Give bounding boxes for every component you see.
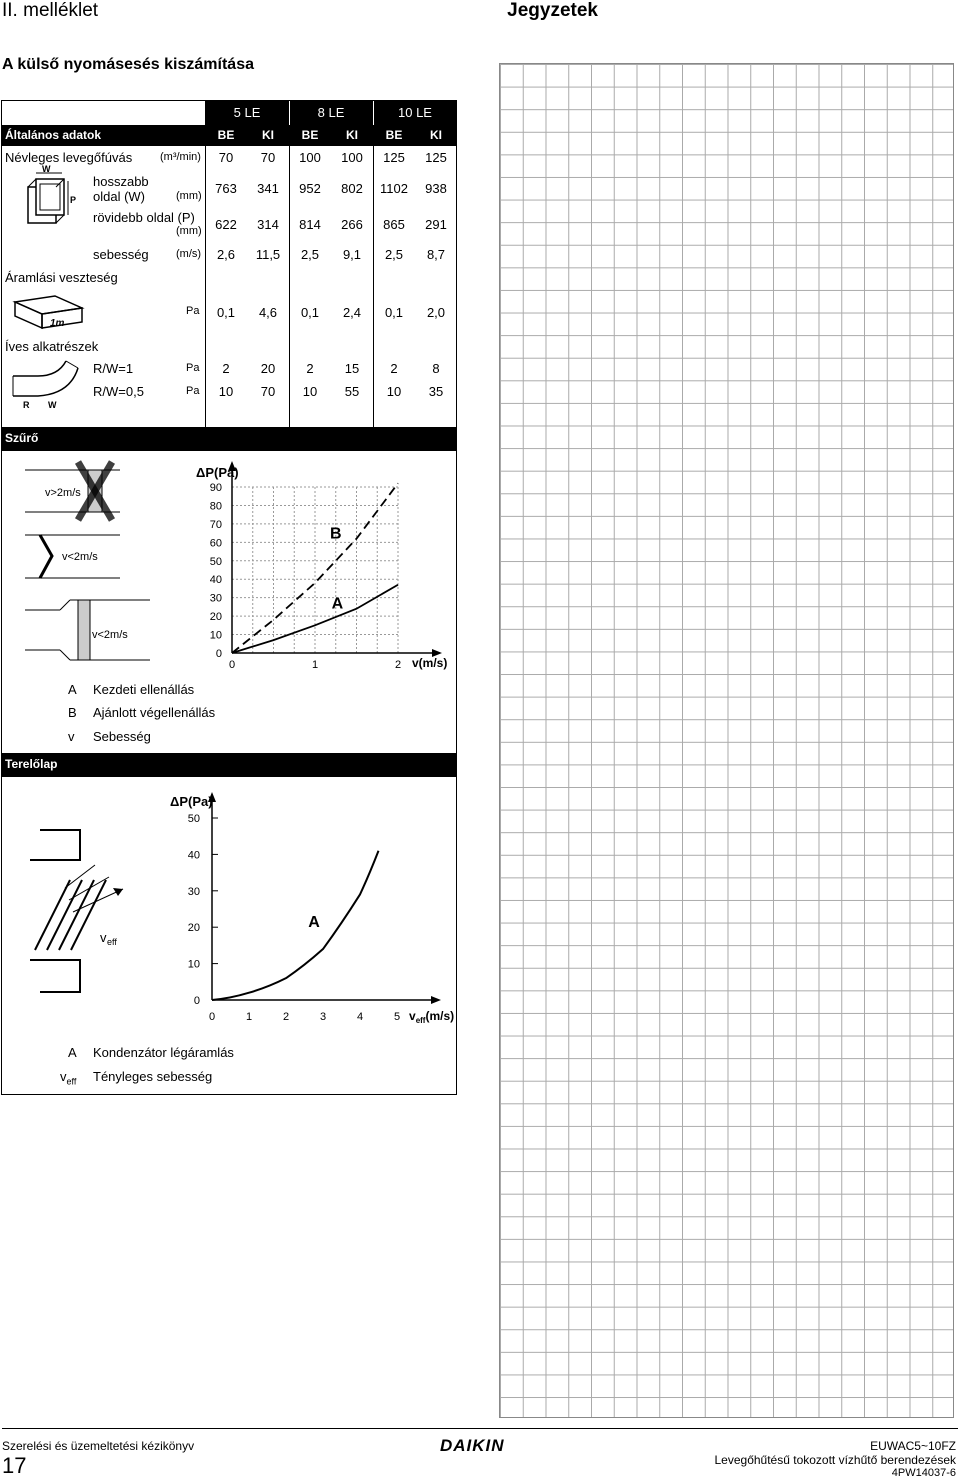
- table-cell: 2: [306, 361, 314, 376]
- table-cell: 125: [425, 150, 447, 165]
- table-cell: 11,5: [255, 247, 281, 262]
- col-head: BE: [217, 128, 235, 142]
- model-8le: 8 LE: [317, 105, 345, 120]
- curved-parts-label: Íves alkatrészek: [5, 339, 99, 354]
- table-cell: 8: [432, 361, 440, 376]
- duct-section-icon: [10, 165, 90, 245]
- footer-manual: Szerelési és üzemeltetési kézikönyv: [2, 1439, 195, 1453]
- subtitle: A külső nyomásesés kiszámítása: [2, 56, 254, 73]
- table-cell: 814: [299, 217, 321, 232]
- brand-logo: DAIKIN: [440, 1436, 505, 1455]
- y-tick-label: 80: [209, 500, 222, 513]
- row-label-long-side: hosszabb oldal (W): [93, 174, 149, 204]
- filter-legend-key-a: A: [68, 682, 77, 697]
- y-tick-label: 30: [209, 592, 222, 605]
- table-cell: 100: [341, 150, 363, 165]
- row-label-rw05: R/W=0,5: [93, 384, 144, 399]
- table-cell: 100: [299, 150, 321, 165]
- row-unit-pa-1: Pa: [186, 305, 200, 317]
- x-tick-label: 3: [319, 1011, 327, 1023]
- filter-legend-key-v: v: [68, 729, 75, 744]
- bend-r-label: R: [23, 400, 30, 410]
- table-cell: 266: [341, 217, 363, 232]
- row-unit-short-side: (mm): [176, 225, 202, 237]
- filter-chart: [180, 455, 455, 680]
- table-cell: 125: [383, 150, 405, 165]
- table-cell: 341: [257, 181, 279, 196]
- y-tick-label: 70: [209, 518, 222, 531]
- table-cell: 70: [260, 384, 276, 399]
- col-head: KI: [430, 128, 442, 142]
- filter-diagrams: [10, 460, 180, 670]
- table-cell: 70: [260, 150, 276, 165]
- table-cell: 9,1: [342, 247, 362, 262]
- deflector-legend-text-a: Kondenzátor légáramlás: [93, 1045, 234, 1060]
- x-tick-label: 4: [356, 1011, 364, 1023]
- y-tick-label: 40: [209, 574, 222, 587]
- y-tick-label: 20: [187, 922, 200, 935]
- series-line-a: [212, 851, 379, 1000]
- bend-duct-icon: [8, 356, 83, 411]
- deflector-diagram: [25, 820, 165, 1010]
- x-axis-label: v(m/s): [412, 656, 448, 670]
- page-number: 17: [2, 1453, 27, 1478]
- table-cell: 55: [344, 384, 360, 399]
- row-unit-pa-2: Pa: [186, 362, 200, 374]
- series-label-b: B: [329, 525, 342, 543]
- x-tick-label: 1: [311, 659, 319, 671]
- table-cell: 763: [215, 181, 237, 196]
- notes-grid: [499, 63, 954, 1418]
- x-tick-label: 2: [394, 659, 402, 671]
- deflector-chart: [160, 780, 455, 1035]
- y-axis-label: ΔP(Pa): [170, 794, 213, 809]
- row-label-rw1: R/W=1: [93, 361, 134, 376]
- filter-legend-text-b: Ajánlott végellenállás: [93, 705, 216, 720]
- series-line-a: [232, 585, 398, 653]
- x-tick-label: 0: [228, 659, 236, 671]
- table-cell: 2: [222, 361, 230, 376]
- veff-label: v: [100, 930, 107, 945]
- y-tick-label: 50: [209, 555, 222, 568]
- x-tick-label: 5: [393, 1011, 401, 1023]
- table-cell: 622: [215, 217, 237, 232]
- table-cell: 291: [425, 217, 447, 232]
- table-cell: 8,7: [426, 247, 446, 262]
- y-tick-label: 0: [193, 995, 200, 1007]
- row-label-short-side: rövidebb oldal (P): [93, 210, 195, 225]
- filter-label: Szűrő: [5, 431, 39, 445]
- table-cell: 2: [390, 361, 398, 376]
- duct-w-label: W: [42, 165, 51, 174]
- series-label-a: A: [308, 914, 320, 932]
- y-tick-label: 0: [215, 648, 222, 660]
- table-cell: 10: [386, 384, 402, 399]
- table-cell: 1102: [380, 181, 408, 196]
- table-cell: 20: [260, 361, 276, 376]
- deflector-label: Terelőlap: [5, 757, 58, 771]
- filter-label-1: v>2m/s: [45, 487, 81, 499]
- section-title: II. melléklet: [2, 0, 99, 21]
- filter-legend-key-b: B: [68, 705, 77, 720]
- row-label-speed: sebesség: [93, 247, 149, 262]
- general-label: Általános adatok: [5, 128, 102, 142]
- x-axis-arrow: [431, 996, 441, 1004]
- row-unit-pa-3: Pa: [186, 385, 200, 397]
- table-cell: 4,6: [258, 305, 278, 320]
- row-unit-long-side: (mm): [176, 190, 202, 202]
- model-10le: 10 LE: [398, 105, 432, 120]
- y-tick-label: 90: [209, 482, 222, 494]
- deflector-legend-key-v: $v_{eff}$: [60, 1069, 77, 1087]
- footer-docnum: 4PW14037-6: [891, 1467, 956, 1479]
- table-cell: 2,4: [342, 305, 362, 320]
- filter-label-3: v<2m/s: [92, 629, 128, 641]
- filter-legend-text-v: Sebesség: [93, 729, 151, 744]
- table-cell: 865: [383, 217, 405, 232]
- flow-loss-label: Áramlási veszteség: [5, 270, 118, 285]
- row-unit-speed: (m/s): [176, 248, 202, 260]
- page-heading: Jegyzetek: [507, 0, 598, 21]
- model-5le: 5 LE: [233, 105, 261, 120]
- table-cell: 2,6: [216, 247, 236, 262]
- table-cell: 15: [344, 361, 360, 376]
- y-tick-label: 50: [187, 813, 200, 825]
- col-head: BE: [385, 128, 403, 142]
- duct-length-label: 1m: [50, 318, 65, 329]
- deflector-legend-key-a: A: [68, 1045, 77, 1060]
- deflector-legend-text-v: Tényleges sebesség: [93, 1069, 213, 1084]
- y-tick-label: 40: [187, 849, 200, 862]
- footer-divider: [2, 1428, 958, 1429]
- table-cell: 0,1: [216, 305, 236, 320]
- table-cell: 70: [218, 150, 234, 165]
- row-label-airflow: Névleges levegőfúvás: [5, 150, 133, 165]
- table-cell: 10: [218, 384, 234, 399]
- filter-bar: [2, 427, 456, 451]
- x-tick-label: 1: [245, 1011, 253, 1023]
- table-cell: 10: [302, 384, 318, 399]
- table-cell: 0,1: [384, 305, 404, 320]
- y-tick-label: 20: [209, 611, 222, 624]
- y-axis-label: ΔP(Pa): [196, 465, 239, 480]
- y-tick-label: 30: [187, 885, 200, 898]
- x-axis-label: $v_{eff}(m/s)$: [409, 1009, 455, 1025]
- bend-w-label: W: [48, 400, 57, 410]
- table-cell: 0,1: [300, 305, 320, 320]
- table-cell: 938: [425, 181, 447, 196]
- footer-product: Levegőhűtésű tokozott vízhűtő berendezések: [714, 1453, 956, 1467]
- table-cell: 35: [428, 384, 444, 399]
- y-tick-label: 60: [209, 537, 222, 550]
- table-cell: 314: [257, 217, 279, 232]
- table-cell: 802: [341, 181, 363, 196]
- table-cell: 2,0: [426, 305, 446, 320]
- table-cell: 2,5: [300, 247, 320, 262]
- row-unit-airflow: (m³/min): [160, 151, 201, 163]
- veff-sub: eff: [107, 937, 117, 947]
- col-head: BE: [301, 128, 319, 142]
- x-tick-label: 2: [282, 1011, 290, 1023]
- series-label-a: A: [331, 595, 344, 613]
- col-head: KI: [346, 128, 358, 142]
- table-cell: 2,5: [384, 247, 404, 262]
- col-head: KI: [262, 128, 274, 142]
- footer-model: EUWAC5~10FZ: [870, 1439, 956, 1453]
- table-cell: 952: [299, 181, 321, 196]
- straight-duct-icon: [10, 292, 90, 332]
- y-tick-label: 10: [187, 958, 200, 971]
- filter-label-2: v<2m/s: [62, 551, 98, 563]
- y-tick-label: 10: [209, 629, 222, 642]
- deflector-bar: [2, 753, 456, 777]
- filter-legend-text-a: Kezdeti ellenállás: [93, 682, 195, 697]
- duct-p-label: P: [70, 195, 77, 205]
- x-tick-label: 0: [208, 1011, 216, 1023]
